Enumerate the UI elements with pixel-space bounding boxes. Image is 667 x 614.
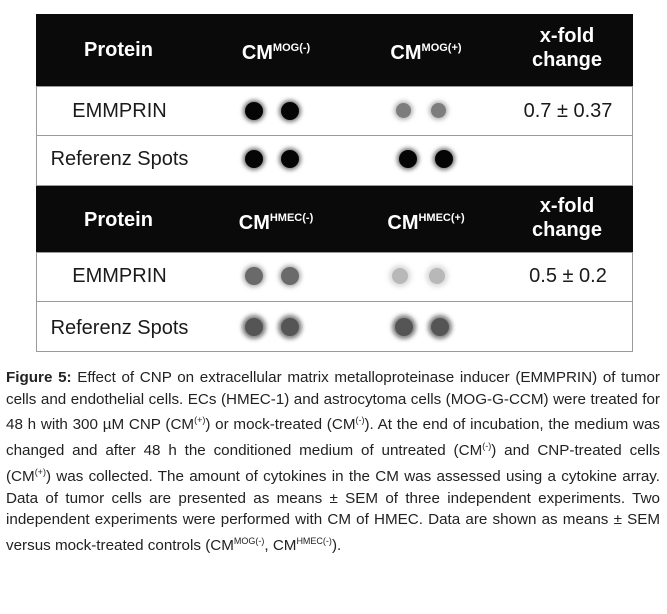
row-label: Referenz Spots: [50, 148, 189, 170]
column-cm-neg: $CM^{HMEC(-)}$: [238, 212, 314, 234]
figure-caption: Figure 5: Effect of CNP on extracellular matrix metalloproteinase inducer (EMMPRIN) of tumor cells and endothelial cells. ECs (HMEC-1) and astrocytoma cells (MOG-G-CCM) were treated for 48 h with 300 µM CNP (CM(+)) or mock-treated (CM(-)). At the end of incubation, the medium was changed and after 48 h the conditioned medium of untreated (CM(-)) and CNP-treated cells (CM(+)) was collected. The amount of cytokines in the CM was assessed using a cytokine array. Data of tumor cells are presented as means ± SEM of three independent experiments. Two independent experiments were performed with CM of HMEC. Data are shown as means ± SEM versus mock-treated controls ($CM^{MOG(-)}$, $CM^{HMEC(-)}$).: [6, 369, 661, 554]
table-header: [36, 14, 633, 86]
spot: [431, 318, 449, 336]
row-label: Referenz Spots: [50, 317, 189, 339]
xfold-value: 0.5 ± 0.2: [529, 265, 607, 287]
spot: [392, 268, 408, 284]
row-label: EMMPRIN: [72, 100, 167, 122]
column-protein: Protein: [84, 39, 153, 61]
spot: [281, 150, 299, 168]
row-label: EMMPRIN: [72, 265, 167, 287]
spot: [395, 318, 413, 336]
column-cm-pos: $CM^{HMEC(+)}$: [387, 212, 465, 234]
spot: [245, 102, 263, 120]
table-row-emmprin: [36, 86, 633, 136]
column-xfold: x-fold change: [531, 195, 603, 241]
spot: [281, 102, 299, 120]
spot: [245, 318, 263, 336]
xfold-value: 0.7 ± 0.37: [523, 100, 613, 122]
column-protein: Protein: [84, 209, 153, 231]
spot: [399, 150, 417, 168]
table-row-emmprin: [36, 252, 633, 302]
spot: [281, 318, 299, 336]
spot: [429, 268, 445, 284]
column-xfold: x-fold change: [531, 25, 603, 71]
column-cm-pos: $CM^{MOG(+)}$: [390, 42, 462, 64]
spot: [431, 103, 446, 118]
table-header: [36, 186, 633, 252]
spot: [281, 267, 299, 285]
spot: [435, 150, 453, 168]
table-row-referenz: [36, 302, 633, 352]
spot: [245, 150, 263, 168]
column-cm-neg: $CM^{MOG(-)}$: [241, 42, 311, 64]
spot: [245, 267, 263, 285]
table-row-referenz: [36, 136, 633, 186]
spot: [396, 103, 411, 118]
figure-label: Figure 5:: [6, 369, 72, 386]
